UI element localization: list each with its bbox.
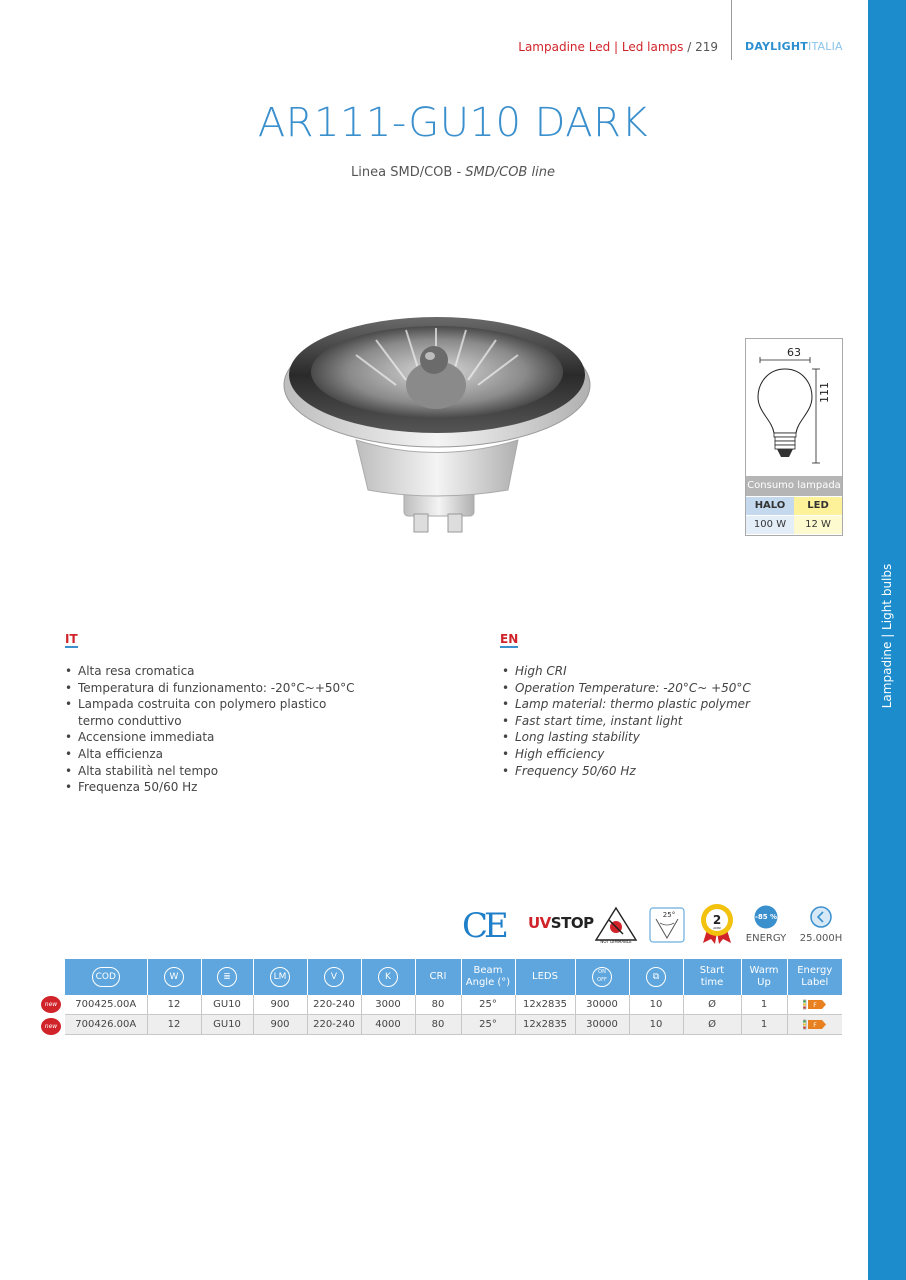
warranty-word: ANNI bbox=[713, 926, 721, 930]
halo-header: HALO bbox=[746, 497, 794, 515]
subtitle-en: SMD/COB line bbox=[465, 165, 555, 180]
energy-value: -85 % bbox=[754, 913, 778, 921]
cell-volt: 220-240 bbox=[307, 995, 361, 1015]
col-cycles bbox=[575, 959, 629, 995]
list-item: • Alta resa cromatica bbox=[65, 663, 385, 680]
cell-base: GU10 bbox=[201, 995, 253, 1015]
beam-line1: Beam bbox=[473, 965, 503, 976]
list-item: • Alta stabilità nel tempo bbox=[65, 763, 385, 780]
beam-angle-text: 25° bbox=[662, 911, 676, 919]
col-code bbox=[65, 959, 147, 995]
volt-icon: V bbox=[324, 967, 344, 987]
bulb-outline-icon bbox=[746, 357, 842, 477]
table-row bbox=[65, 1015, 842, 1035]
cell-start: Ø bbox=[683, 995, 741, 1015]
col-kelvin bbox=[361, 959, 415, 995]
cell-warm: 1 bbox=[741, 1015, 787, 1035]
list-item: • High CRI bbox=[502, 663, 842, 680]
energy-line1: Energy bbox=[797, 965, 833, 976]
start-line1: Start bbox=[699, 965, 725, 976]
side-band bbox=[868, 0, 906, 1280]
new-badge: new bbox=[41, 996, 61, 1013]
uv-stop-icon bbox=[528, 914, 594, 932]
col-beam bbox=[461, 959, 515, 995]
cell-cycles: 30000 bbox=[575, 995, 629, 1015]
energy-label: ENERGY bbox=[745, 933, 787, 944]
cell-kelvin: 3000 bbox=[361, 995, 415, 1015]
col-lumen bbox=[253, 959, 307, 995]
energy-line2: Label bbox=[801, 977, 829, 988]
watt-icon: W bbox=[164, 967, 184, 987]
energy-saving-icon bbox=[754, 905, 778, 929]
section-separator: | bbox=[610, 40, 622, 54]
list-item: • Alta efficienza bbox=[65, 746, 385, 763]
code-icon: COD bbox=[92, 967, 120, 987]
cell-cri: 80 bbox=[415, 995, 461, 1015]
cell-start: Ø bbox=[683, 1015, 741, 1035]
list-item: • High efficiency bbox=[502, 746, 842, 763]
not-dimmable-icon bbox=[594, 906, 638, 944]
uvstop-uv: UV bbox=[528, 914, 551, 932]
list-item: • Temperatura di funzionamento: -20°C~+50°C bbox=[65, 680, 385, 697]
base-icon: ≣ bbox=[217, 967, 237, 987]
cell-cycles: 30000 bbox=[575, 1015, 629, 1035]
feature-list-it bbox=[65, 663, 385, 796]
section-heading-en: EN bbox=[500, 632, 519, 646]
consumption-label: Consumo lampada bbox=[746, 476, 842, 496]
col-box bbox=[629, 959, 683, 995]
box-icon: ⧉ bbox=[646, 967, 666, 987]
section-label-it: Lampadine Led bbox=[518, 40, 611, 54]
warranty-badge-icon bbox=[697, 902, 737, 944]
not-dimmable-text: NOT DIMMABLE bbox=[600, 939, 632, 944]
side-band-label: Lampadine | Light bulbs bbox=[880, 563, 894, 709]
cell-code: 700426.00A bbox=[65, 1015, 147, 1035]
list-item: • Lamp material: thermo plastic polymer bbox=[502, 696, 842, 713]
dimension-box bbox=[745, 338, 843, 536]
ce-mark-icon: CE bbox=[462, 906, 505, 946]
dimension-height: 111 bbox=[818, 382, 831, 403]
col-watt bbox=[147, 959, 201, 995]
warm-line2: Up bbox=[757, 977, 771, 988]
col-cri: CRI bbox=[415, 959, 461, 995]
cell-lumen: 900 bbox=[253, 1015, 307, 1035]
cell-code: 700425.00A bbox=[65, 995, 147, 1015]
cell-leds: 12x2835 bbox=[515, 995, 575, 1015]
brand-logo bbox=[745, 40, 843, 53]
brand-strong: DAYLIGHT bbox=[745, 40, 808, 53]
cell-lumen: 900 bbox=[253, 995, 307, 1015]
energy-label-icon bbox=[803, 999, 827, 1010]
cell-energy bbox=[787, 1015, 842, 1035]
cell-beam: 25° bbox=[461, 1015, 515, 1035]
table-row bbox=[65, 995, 842, 1015]
product-subtitle bbox=[0, 165, 906, 180]
col-warm bbox=[741, 959, 787, 995]
header-divider bbox=[731, 0, 732, 60]
energy-class: F bbox=[813, 1021, 817, 1029]
section-label-en: Led lamps bbox=[621, 40, 684, 54]
start-line2: time bbox=[700, 977, 724, 988]
beam-angle-icon bbox=[649, 907, 685, 943]
section-heading-it: IT bbox=[65, 632, 78, 646]
product-image bbox=[276, 290, 598, 540]
cell-base: GU10 bbox=[201, 1015, 253, 1035]
table-header-row bbox=[65, 959, 842, 995]
col-base bbox=[201, 959, 253, 995]
feature-list-en bbox=[502, 663, 842, 779]
energy-label-icon bbox=[803, 1019, 827, 1030]
lifetime-clock-icon bbox=[810, 906, 832, 928]
cell-box: 10 bbox=[629, 1015, 683, 1035]
subtitle-it: Linea SMD/COB - bbox=[351, 165, 466, 180]
cell-watt: 12 bbox=[147, 995, 201, 1015]
col-energy bbox=[787, 959, 842, 995]
cell-warm: 1 bbox=[741, 995, 787, 1015]
energy-class: F bbox=[813, 1001, 817, 1009]
warm-line1: Warm bbox=[749, 965, 779, 976]
page-header-section bbox=[518, 40, 718, 54]
cell-watt: 12 bbox=[147, 1015, 201, 1035]
page-number: / 219 bbox=[683, 40, 718, 54]
dimension-width: 63 bbox=[787, 346, 801, 359]
list-item: • Long lasting stability bbox=[502, 729, 842, 746]
cell-volt: 220-240 bbox=[307, 1015, 361, 1035]
cell-energy bbox=[787, 995, 842, 1015]
led-header: LED bbox=[794, 497, 842, 515]
cell-kelvin: 4000 bbox=[361, 1015, 415, 1035]
col-start bbox=[683, 959, 741, 995]
warranty-years: 2 bbox=[712, 913, 722, 927]
led-value: 12 W bbox=[794, 516, 842, 534]
new-badge: new bbox=[41, 1018, 61, 1035]
list-item: • Operation Temperature: -20°C~ +50°C bbox=[502, 680, 842, 697]
kelvin-icon: K bbox=[378, 967, 398, 987]
spec-table bbox=[65, 959, 842, 1035]
list-item: • Accensione immediata bbox=[65, 729, 385, 746]
halo-value: 100 W bbox=[746, 516, 794, 534]
lumen-icon: LM bbox=[270, 967, 290, 987]
cell-leds: 12x2835 bbox=[515, 1015, 575, 1035]
col-volt bbox=[307, 959, 361, 995]
cell-beam: 25° bbox=[461, 995, 515, 1015]
list-item: • Frequency 50/60 Hz bbox=[502, 763, 842, 780]
lifetime-label: 25.000H bbox=[799, 933, 843, 944]
list-item: • Lampada costruita con polymero plastico termo conduttivo bbox=[65, 696, 343, 729]
product-title: AR111-GU10 DARK bbox=[257, 100, 649, 146]
cell-cri: 80 bbox=[415, 1015, 461, 1035]
on-off-cycles-icon: ON OFF bbox=[592, 967, 612, 987]
uvstop-stop: STOP bbox=[550, 914, 594, 932]
list-item: • Fast start time, instant light bbox=[502, 713, 842, 730]
col-leds: LEDS bbox=[515, 959, 575, 995]
cell-box: 10 bbox=[629, 995, 683, 1015]
brand-light: ITALIA bbox=[808, 40, 843, 53]
beam-line2: Angle (°) bbox=[465, 977, 511, 988]
list-item: • Frequenza 50/60 Hz bbox=[65, 779, 385, 796]
